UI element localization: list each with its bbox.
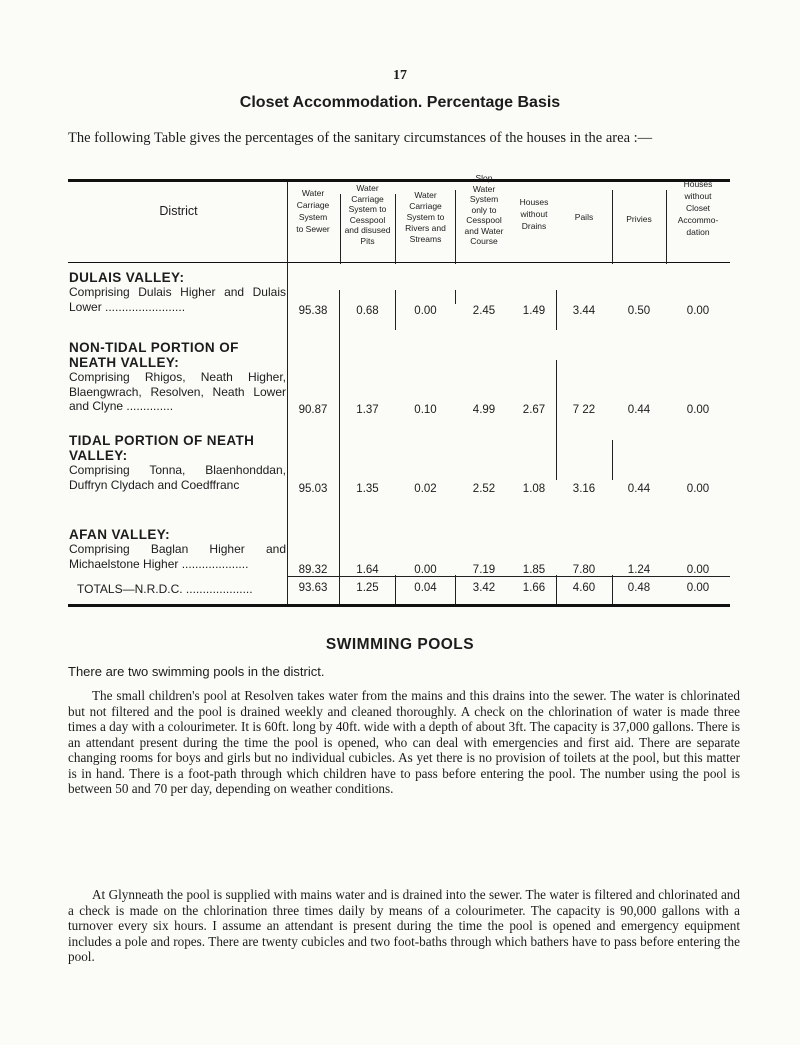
- table-cell: 1.85: [522, 564, 546, 576]
- table-cell: 0.44: [627, 404, 651, 416]
- table-cell: 0.44: [627, 483, 651, 495]
- page-number: 17: [393, 68, 407, 83]
- table-cell: 3.42: [472, 582, 496, 594]
- table-cell: 0.68: [356, 305, 379, 317]
- table-cell: 4.99: [472, 404, 496, 416]
- column-divider: [612, 190, 613, 264]
- table-cell: 2.52: [472, 483, 496, 495]
- table-cell: 7.80: [572, 564, 596, 576]
- row-title-non-tidal-neath: NON-TIDAL PORTION OF NEATH VALLEY:: [69, 340, 239, 370]
- row-title-dulais: DULAIS VALLEY:: [69, 270, 185, 285]
- table-cell: 0.00: [414, 305, 437, 317]
- intro-text: The following Table gives the percentages of the sanitary circumstances of the houses in the area :—: [68, 130, 653, 146]
- header-pails: Pails: [574, 212, 594, 222]
- header-no-drains: Houses without Drains: [519, 197, 549, 231]
- table-cell: 0.00: [414, 564, 437, 576]
- table-cell: 0.50: [627, 305, 651, 317]
- table-bottom-rule: [68, 604, 730, 607]
- row-desc-afan: Comprising Baglan Higher and Michaelstone Higher ....................: [69, 542, 286, 571]
- table-cell: 0.04: [414, 582, 437, 594]
- table-cell: 0.02: [414, 483, 437, 495]
- table-cell: 3.16: [572, 483, 596, 495]
- table-cell: 95.38: [298, 305, 328, 317]
- table-cell: 93.63: [298, 582, 328, 594]
- table-cell: 4.60: [572, 582, 596, 594]
- table-cell: 0.10: [414, 404, 437, 416]
- totals-rule: [287, 576, 730, 577]
- paragraph-resolven: The small children's pool at Resolven takes water from the mains and this drains into the sewer. The water is chlorinated but not filtered and the pool is drained weekly and cleaned thoroughly. A check on the chlorination of water is made three times a day with a colourimeter. It is 60ft. long by 40ft. wide with a depth of about 3ft. The capacity is 37,000 gallons. There is an attendant present during the time the pool is opened, who can deal with emergencies and first aid. There are separate changing rooms for boys and girls but no individual cubicles. As yet there is no provision of toilets at the pool, but this matter is in hand. There is a foot-path through which children have to pass before entering the pool. The number using the pool is between 50 and 70 per day, depending on weather conditions.: [68, 688, 740, 796]
- table-cell: 0.00: [686, 582, 710, 594]
- page-title: Closet Accommodation. Percentage Basis: [239, 94, 561, 111]
- table-cell: 1.35: [356, 483, 379, 495]
- paragraph-glynneath: At Glynneath the pool is supplied with mains water and is drained into the sewer. The water is filtered and chlorinated and a check is made on the chlorination three times daily by means of a colourimeter. The capacity is 90,000 gallons with a turnover every six hours. I assume an attendant is present during the time the pool is opened and emergency equipment includes a pole and ropes. There are twenty cubicles and two foot-baths through which bathers have to pass before entering the pool.: [68, 887, 740, 964]
- header-no-closet: Houses without Closet Accommo- dation: [677, 179, 719, 237]
- header-district: District: [159, 204, 198, 218]
- table-cell: 0.00: [686, 305, 710, 317]
- header-sewer: Water Carriage System to Sewer: [296, 188, 330, 234]
- section-lead: There are two swimming pools in the district.: [68, 664, 325, 679]
- table-cell: 2.67: [522, 404, 546, 416]
- table-cell: 1.66: [522, 582, 546, 594]
- column-divider: [339, 290, 340, 604]
- column-divider: [612, 440, 613, 480]
- row-desc-non-tidal-neath: Comprising Rhigos, Neath Higher, Blaengwrach, Resolven, Neath Lower and Clyne ..............: [69, 370, 286, 413]
- table-cell: 89.32: [298, 564, 328, 576]
- row-desc-tidal-neath: Comprising Tonna, Blaenhonddan, Duffryn Clydach and Coedffranc: [69, 463, 286, 492]
- table-cell: 0.48: [627, 582, 651, 594]
- row-title-afan: AFAN VALLEY:: [69, 527, 171, 542]
- header-rivers: Water Carriage System to Rivers and Streams: [405, 190, 446, 244]
- table-cell: 1.25: [356, 582, 379, 594]
- section-heading-swimming: SWIMMING POOLS: [325, 636, 475, 653]
- table-cell: 0.00: [686, 404, 710, 416]
- header-slop-water: Slop Water System only to Cesspool and Water Course: [464, 173, 504, 246]
- column-divider: [556, 360, 557, 480]
- table-cell: 2.45: [472, 305, 496, 317]
- table-cell: 7 22: [572, 404, 596, 416]
- column-divider: [455, 290, 456, 304]
- table-cell: 1.37: [356, 404, 379, 416]
- header-cesspool: Water Carriage System to Cesspool and disused Pits: [344, 183, 391, 246]
- row-desc-dulais: Comprising Dulais Higher and Dulais Lower ........................: [69, 285, 286, 314]
- table-cell: 3.44: [572, 305, 596, 317]
- table-cell: 90.87: [298, 404, 328, 416]
- table-cell: 0.00: [686, 483, 710, 495]
- table-cell: 0.00: [686, 564, 710, 576]
- table-cell: 1.08: [522, 483, 546, 495]
- table-top-rule: [68, 179, 730, 182]
- table-cell: 95.03: [298, 483, 328, 495]
- column-divider: [287, 182, 288, 604]
- table-cell: 1.24: [627, 564, 651, 576]
- table-cell: 1.49: [522, 305, 546, 317]
- table-cell: 7.19: [472, 564, 496, 576]
- totals-label: TOTALS—N.R.D.C. ....................: [77, 582, 253, 596]
- table-header-rule: [68, 262, 730, 263]
- header-privies: Privies: [626, 214, 652, 224]
- row-title-tidal-neath: TIDAL PORTION OF NEATH VALLEY:: [69, 433, 255, 463]
- table-cell: 1.64: [356, 564, 379, 576]
